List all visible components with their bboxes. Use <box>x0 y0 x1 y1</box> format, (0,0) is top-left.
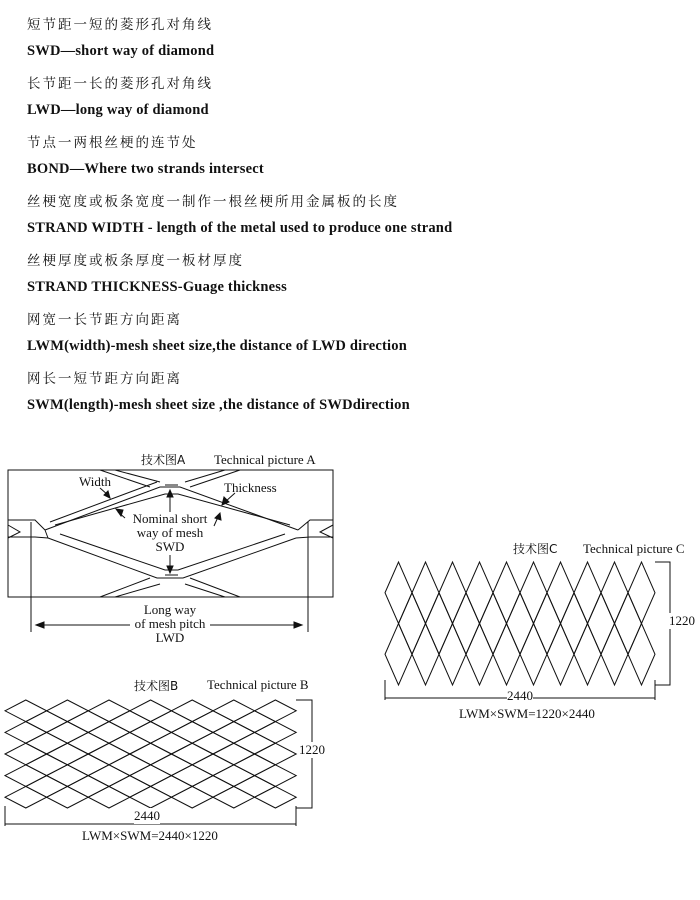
mesh-diamond <box>234 711 276 733</box>
swd-label <box>110 512 230 554</box>
mesh-diamond <box>534 593 561 655</box>
picture-b-height-dim: 1220 <box>299 742 325 757</box>
width-label: Width <box>79 474 111 489</box>
mesh-diamond <box>67 732 109 754</box>
mesh-diamond <box>47 743 89 765</box>
swd-label-line: way of mesh <box>136 525 204 540</box>
mesh-diamond <box>130 743 172 765</box>
mesh-diamond <box>601 624 628 686</box>
mesh-diamond <box>171 765 213 787</box>
mesh-diamond <box>255 743 297 765</box>
mesh-diamond <box>192 732 234 754</box>
mesh-diamond <box>601 562 628 624</box>
lwd-label-line: LWD <box>155 630 185 645</box>
mesh-diamond <box>213 765 255 787</box>
picture-b-mesh <box>5 700 296 808</box>
mesh-diamond <box>5 700 47 722</box>
definition-zh: 网长一短节距方向距离 <box>27 371 182 387</box>
swd-label-line: Nominal short <box>132 511 208 526</box>
mesh-diamond <box>520 562 547 624</box>
definition-en: SWD—short way of diamond <box>27 42 215 59</box>
mesh-diamond <box>26 711 68 733</box>
mesh-diamond <box>130 722 172 744</box>
definition-zh: 丝梗厚度或板条厚度一板材厚度 <box>27 253 244 269</box>
mesh-diamond <box>5 765 47 787</box>
mesh-diamond <box>171 700 213 722</box>
mesh-diamond <box>385 624 412 686</box>
picture-b-formula: LWM×SWM=2440×1220 <box>82 828 218 843</box>
mesh-diamond <box>561 593 588 655</box>
mesh-diamond <box>109 754 151 776</box>
definition-en: BOND—Where two strands intersect <box>27 160 264 177</box>
mesh-diamond <box>399 593 426 655</box>
mesh-diamond <box>412 624 439 686</box>
mesh-diamond <box>88 786 130 808</box>
mesh-diamond <box>385 562 412 624</box>
picture-c-title-zh: 技术图C <box>513 542 558 556</box>
mesh-diamond <box>547 624 574 686</box>
mesh-diamond <box>426 593 453 655</box>
picture-c-width-dim: 2440 <box>507 688 533 703</box>
picture-a-title-zh: 技术图A <box>141 453 186 467</box>
mesh-diamond <box>213 786 255 808</box>
mesh-diamond <box>493 624 520 686</box>
mesh-diamond <box>574 562 601 624</box>
mesh-diamond <box>47 722 89 744</box>
mesh-diamond <box>151 754 193 776</box>
mesh-diamond <box>547 562 574 624</box>
mesh-diamond <box>5 786 47 808</box>
mesh-diamond <box>615 593 642 655</box>
mesh-diamond <box>213 700 255 722</box>
definition-en: STRAND WIDTH - length of the metal used to produce one strand <box>27 219 453 236</box>
mesh-diamond <box>67 754 109 776</box>
mesh-diamond <box>439 624 466 686</box>
picture-c-title-en: Technical picture C <box>583 541 685 556</box>
mesh-diamond <box>151 776 193 798</box>
definition-zh: 短节距一短的菱形孔对角线 <box>27 17 213 33</box>
definition-zh: 长节距一长的菱形孔对角线 <box>27 76 213 92</box>
mesh-diamond <box>171 743 213 765</box>
mesh-diamond <box>67 776 109 798</box>
lwd-label-line: Long way <box>143 602 197 617</box>
mesh-diamond <box>192 754 234 776</box>
mesh-diamond <box>574 624 601 686</box>
mesh-diamond <box>151 732 193 754</box>
mesh-diamond <box>628 562 655 624</box>
mesh-diamond <box>507 593 534 655</box>
mesh-diamond <box>26 732 68 754</box>
mesh-diamond <box>466 562 493 624</box>
picture-a-title-en: Technical picture A <box>214 452 316 467</box>
picture-c-formula: LWM×SWM=1220×2440 <box>459 706 595 721</box>
definition-en: STRAND THICKNESS-Guage thickness <box>27 278 287 295</box>
swd-label-line: SWD <box>155 539 185 554</box>
mesh-diamond <box>5 722 47 744</box>
mesh-diamond <box>234 732 276 754</box>
mesh-diamond <box>109 711 151 733</box>
mesh-diamond <box>171 722 213 744</box>
lwd-label-line: of mesh pitch <box>134 616 206 631</box>
mesh-diamond <box>192 776 234 798</box>
picture-c-height-dim: 1220 <box>669 613 695 628</box>
mesh-diamond <box>255 786 297 808</box>
mesh-diamond <box>26 754 68 776</box>
mesh-diamond <box>466 624 493 686</box>
mesh-diamond <box>130 786 172 808</box>
mesh-diamond <box>412 562 439 624</box>
mesh-diamond <box>255 722 297 744</box>
mesh-diamond <box>130 765 172 787</box>
definition-en: LWD—long way of diamond <box>27 101 209 118</box>
mesh-diamond <box>588 593 615 655</box>
mesh-diamond <box>255 765 297 787</box>
mesh-diamond <box>88 743 130 765</box>
mesh-diamond <box>480 593 507 655</box>
mesh-diamond <box>47 700 89 722</box>
mesh-diamond <box>628 624 655 686</box>
definition-zh: 网宽一长节距方向距离 <box>27 312 182 328</box>
mesh-diamond <box>5 743 47 765</box>
mesh-diamond <box>47 786 89 808</box>
mesh-diamond <box>88 765 130 787</box>
definition-en: LWM(width)-mesh sheet size,the distance of LWD direction <box>27 337 407 354</box>
mesh-diamond <box>109 732 151 754</box>
picture-b-title-zh: 技术图B <box>134 679 179 693</box>
picture-c-mesh <box>385 562 655 685</box>
mesh-diamond <box>453 593 480 655</box>
picture-b-title-en: Technical picture B <box>207 677 309 692</box>
lwd-label <box>110 603 230 645</box>
mesh-diamond <box>213 722 255 744</box>
mesh-diamond <box>192 711 234 733</box>
mesh-diamond <box>234 776 276 798</box>
mesh-diamond <box>439 562 466 624</box>
mesh-diamond <box>171 786 213 808</box>
definition-en: SWM(length)-mesh sheet size ,the distance of SWDdirection <box>27 396 410 413</box>
definition-zh: 丝梗宽度或板条宽度一制作一根丝梗所用金属板的长度 <box>27 194 399 210</box>
definition-zh: 节点一两根丝梗的连节处 <box>27 135 198 151</box>
mesh-diamond <box>47 765 89 787</box>
mesh-diamond <box>88 700 130 722</box>
mesh-diamond <box>520 624 547 686</box>
mesh-diamond <box>255 700 297 722</box>
mesh-diamond <box>109 776 151 798</box>
mesh-diamond <box>130 700 172 722</box>
picture-b-width-dim: 2440 <box>134 808 160 823</box>
mesh-diamond <box>26 776 68 798</box>
mesh-diamond <box>88 722 130 744</box>
mesh-diamond <box>213 743 255 765</box>
mesh-diamond <box>234 754 276 776</box>
mesh-diamond <box>493 562 520 624</box>
thickness-label: Thickness <box>224 480 277 495</box>
mesh-diamond <box>151 711 193 733</box>
mesh-diamond <box>67 711 109 733</box>
